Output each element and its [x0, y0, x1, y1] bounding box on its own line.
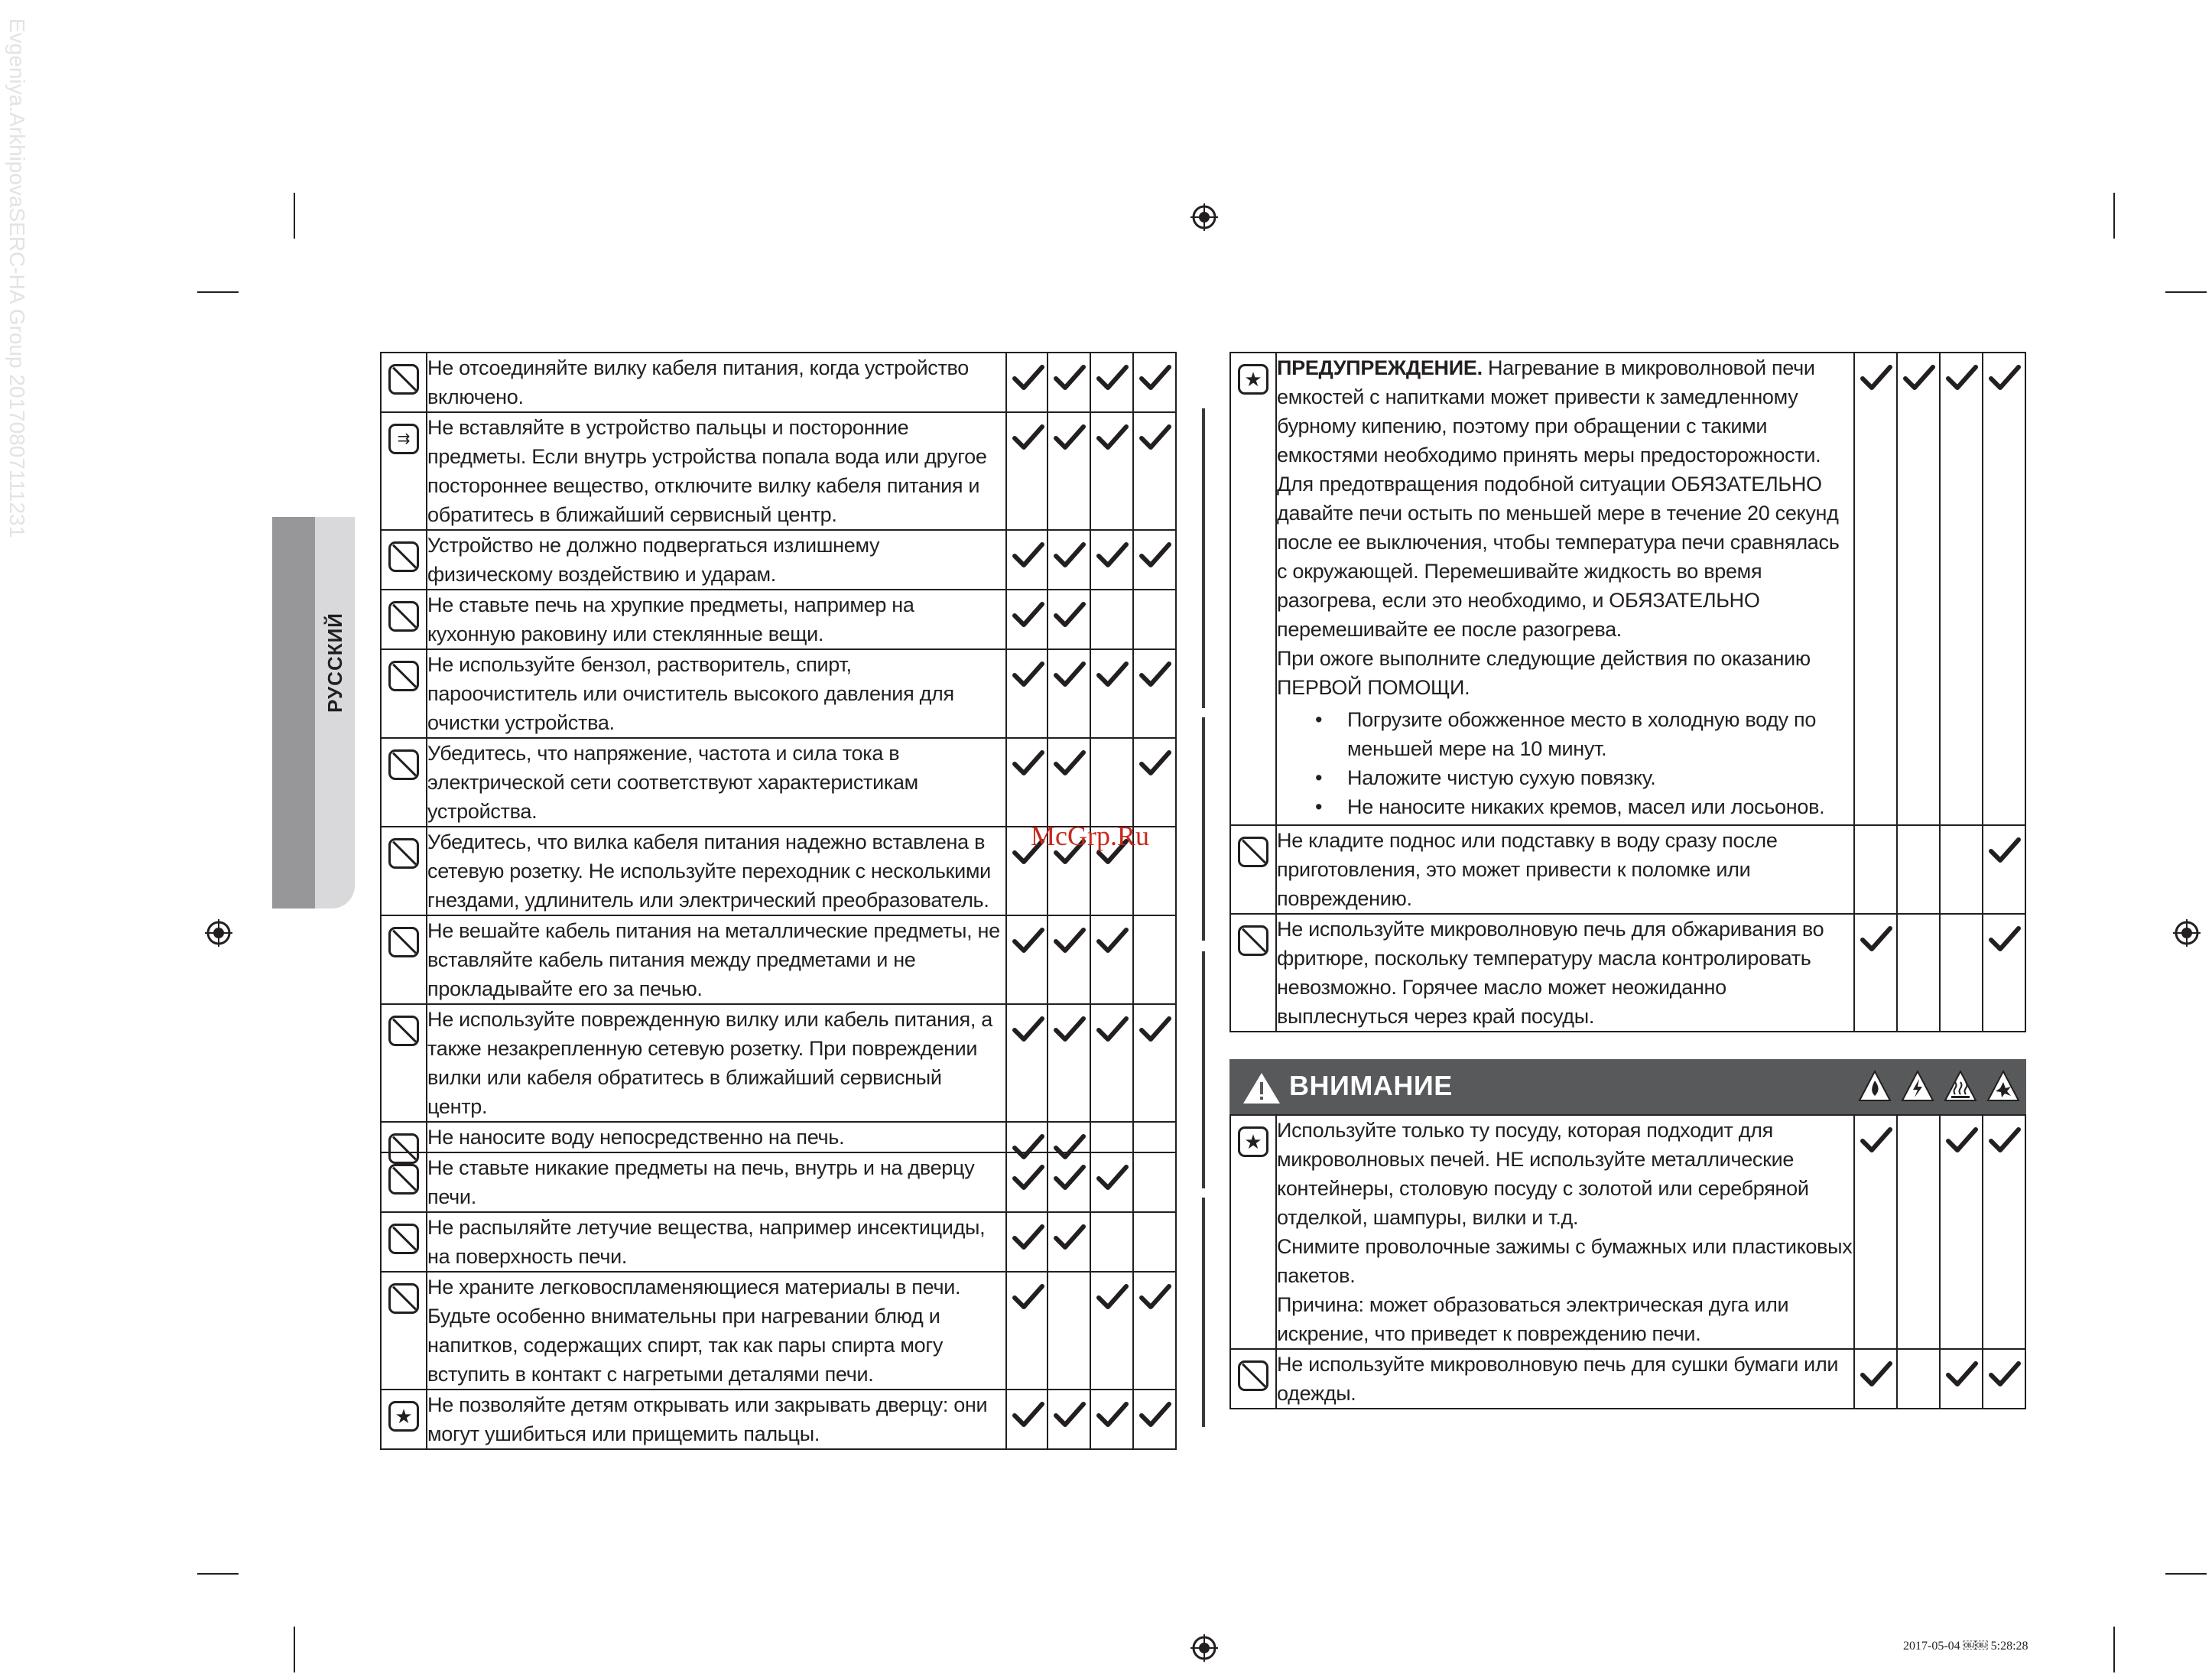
- checkmark-icon: [1989, 925, 2021, 953]
- table-row: [381, 353, 1176, 412]
- prohibited-icon: [388, 1224, 419, 1254]
- checkmark-icon: [1054, 541, 1086, 569]
- checkmark-icon: [1012, 424, 1044, 451]
- check-cell: [1983, 825, 2025, 914]
- table-row: [1230, 1115, 2025, 1349]
- crop-mark: [2165, 1573, 2207, 1575]
- check-cell: [1133, 590, 1176, 649]
- warning-row: [1230, 353, 2025, 825]
- caution-header: [1229, 1059, 2026, 1116]
- check-cell: [1006, 412, 1048, 530]
- first-aid-text: При ожоге выполните следующие действия по оказанию ПЕРВОЙ ПОМОЩИ.: [1277, 647, 1811, 699]
- table-row: [381, 1004, 1176, 1122]
- crop-mark: [197, 291, 239, 293]
- check-cell: [1006, 1272, 1048, 1390]
- check-cell: [1897, 1349, 1940, 1409]
- checkmark-icon: [1946, 364, 1978, 392]
- crop-mark: [2165, 291, 2207, 293]
- check-cell: [1090, 530, 1133, 590]
- star-icon: ★: [1238, 1126, 1268, 1157]
- checkmark-icon: [1054, 661, 1086, 688]
- check-cell: [1133, 1004, 1176, 1122]
- table-row: [381, 1272, 1176, 1390]
- row-text: Убедитесь, что вилка кабеля питания надежно вставлена в сетевую розетку. Не используйте переходник с несколькими гнездами, удлинитель или электрический преобразователь.: [427, 827, 1006, 915]
- fire-hazard-icon: [1858, 1070, 1892, 1104]
- checkmark-icon: [1139, 1401, 1171, 1429]
- check-cell: [1940, 825, 1983, 914]
- checkmark-icon: [1096, 661, 1129, 688]
- checkmark-icon: [1054, 1016, 1086, 1043]
- checkmark-icon: [1012, 601, 1044, 629]
- check-cell: [1006, 1122, 1048, 1152]
- list-item: • Не наносите никаких кремов, масел или лосьонов.: [1315, 792, 1853, 821]
- check-cell: [1854, 914, 1897, 1032]
- table-row: [381, 1152, 1176, 1212]
- prohibited-icon: [388, 1283, 419, 1314]
- table-row: [1230, 914, 2025, 1032]
- checkmark-icon: [1946, 1360, 1978, 1388]
- crop-mark: [2113, 1627, 2115, 1672]
- checkmark-icon: [1139, 541, 1171, 569]
- checkmark-icon: [1012, 541, 1044, 569]
- check-cell: [1854, 1115, 1897, 1349]
- warning-triangle-icon: [1242, 1071, 1281, 1105]
- check-cell: [1940, 914, 1983, 1032]
- row-text: Причина: может образоваться электрическая дуга или искрение, что приведет к повреждению печи.: [1277, 1293, 1789, 1345]
- check-cell: [1090, 915, 1133, 1004]
- registration-mark-icon: [1190, 203, 1218, 231]
- checkmark-icon: [1054, 927, 1086, 954]
- row-text: Не наносите воду непосредственно на печь.: [427, 1122, 1006, 1152]
- prohibited-icon: [388, 364, 419, 395]
- checkmark-icon: [1096, 541, 1129, 569]
- unplug-icon: ⇉: [388, 424, 419, 454]
- checkmark-icon: [1139, 1016, 1171, 1043]
- checkmark-icon: [1054, 364, 1086, 392]
- check-cell: [1983, 353, 2025, 825]
- checkmark-icon: [1096, 1016, 1129, 1043]
- checkmark-icon: [1860, 925, 1892, 953]
- table-row: [381, 1212, 1176, 1272]
- prohibited-icon: [1238, 837, 1268, 867]
- check-cell: [1897, 1115, 1940, 1349]
- checkmark-icon: [1054, 424, 1086, 451]
- check-cell: [1048, 412, 1090, 530]
- star-icon: ★: [388, 1401, 419, 1432]
- checkmark-icon: [1989, 1126, 2021, 1154]
- row-text: Используйте только ту посуду, которая подходит для микроволновых печей. НЕ используйте металлические контейнеры, столовую посуду с золотой или серебряной отделкой, шампуры, вилки и т.д.: [1277, 1119, 1809, 1229]
- check-cell: [1983, 1115, 2025, 1349]
- check-cell: [1048, 1004, 1090, 1122]
- table-row: [381, 530, 1176, 590]
- check-cell: [1090, 1212, 1133, 1272]
- right-warning-table: [1229, 352, 2026, 1032]
- check-cell: [1983, 914, 2025, 1032]
- star-icon: ★: [1238, 364, 1268, 395]
- checkmark-icon: [1096, 1401, 1129, 1429]
- prohibited-icon: [388, 838, 419, 869]
- checkmark-icon: [1012, 1224, 1044, 1251]
- check-cell: [1133, 1122, 1176, 1152]
- prohibited-icon: [388, 601, 419, 632]
- check-cell: [1048, 1152, 1090, 1212]
- list-item: • Наложите чистую сухую повязку.: [1315, 763, 1853, 792]
- check-cell: [1090, 1272, 1133, 1390]
- check-cell: [1090, 1152, 1133, 1212]
- row-text: Снимите проволочные зажимы с бумажных или пластиковых пакетов.: [1277, 1235, 1853, 1287]
- row-text: Не вешайте кабель питания на металлические предметы, не вставляйте кабель питания между предметами и не прокладывайте его за печью.: [427, 915, 1006, 1004]
- crop-mark: [294, 193, 295, 239]
- first-aid-list: [1315, 705, 1853, 821]
- check-cell: [1090, 738, 1133, 827]
- checkmark-icon: [1054, 1164, 1086, 1191]
- prohibited-icon: [1238, 925, 1268, 956]
- electric-shock-icon: [1901, 1070, 1934, 1104]
- crop-mark: [294, 1627, 295, 1672]
- check-cell: [1090, 1390, 1133, 1449]
- checkmark-icon: [1096, 927, 1129, 954]
- check-cell: [1006, 590, 1048, 649]
- check-cell: [1133, 1272, 1176, 1390]
- right-caution-table: [1229, 1114, 2026, 1409]
- check-cell: [1006, 915, 1048, 1004]
- prohibited-icon: [1238, 1360, 1268, 1391]
- crop-mark: [2113, 193, 2115, 239]
- check-cell: [1048, 530, 1090, 590]
- table-row: [1230, 1349, 2025, 1409]
- row-text: Не используйте микроволновую печь для обжаривания во фритюре, поскольку температуру масла контролировать невозможно. Горячее масло может неожиданно выплеснуться через край посуды.: [1276, 914, 1854, 1032]
- check-cell: [1048, 915, 1090, 1004]
- registration-mark-icon: [205, 919, 232, 947]
- checkmark-icon: [1054, 749, 1086, 777]
- checkmark-icon: [1012, 927, 1044, 954]
- checkmark-icon: [1860, 1126, 1892, 1154]
- check-cell: [1006, 530, 1048, 590]
- crop-mark: [197, 1573, 239, 1575]
- prohibited-icon: [388, 661, 419, 691]
- checkmark-icon: [1139, 661, 1171, 688]
- check-cell: [1133, 1390, 1176, 1449]
- gutter-line: [1202, 951, 1205, 1188]
- watermark-text: Evgeniya.ArkhipovaSERC-HA Group 20170807111231: [5, 18, 29, 538]
- checkmark-icon: [1096, 1164, 1129, 1191]
- check-cell: [1133, 738, 1176, 827]
- table-row: [381, 412, 1176, 530]
- check-cell: [1133, 1152, 1176, 1212]
- checkmark-icon: [1139, 364, 1171, 392]
- prohibited-icon: [388, 749, 419, 780]
- hot-surface-icon: [1944, 1070, 1977, 1104]
- check-cell: [1048, 1272, 1090, 1390]
- checkmark-icon: [1012, 1401, 1044, 1429]
- table-row: [381, 590, 1176, 649]
- table-row: [381, 1122, 1176, 1152]
- row-text: Не ставьте печь на хрупкие предметы, например на кухонную раковину или стеклянные вещи.: [427, 590, 1006, 649]
- caution-title: ВНИМАНИЕ: [1289, 1070, 1453, 1101]
- checkmark-icon: [1139, 424, 1171, 451]
- checkmark-icon: [1860, 364, 1892, 392]
- checkmark-icon: [1946, 1126, 1978, 1154]
- explosion-icon: [1986, 1070, 2020, 1104]
- checkmark-icon: [1139, 749, 1171, 777]
- row-text: Не используйте микроволновую печь для сушки бумаги или одежды.: [1277, 1353, 1839, 1405]
- row-text: Не используйте поврежденную вилку или кабель питания, а также незакрепленную сетевую розетку. При повреждении вилки или кабеля обратитесь в ближайший сервисный центр.: [427, 1004, 1006, 1122]
- list-item: • Погрузите обожженное место в холодную воду по меньшей мере на 10 минут.: [1315, 705, 1853, 763]
- checkmark-icon: [1054, 1401, 1086, 1429]
- check-cell: [1048, 1212, 1090, 1272]
- table-row: [381, 915, 1176, 1004]
- language-tab-accent: [272, 517, 315, 909]
- prohibited-icon: [388, 1164, 419, 1195]
- check-cell: [1006, 738, 1048, 827]
- checkmark-icon: [1012, 1164, 1044, 1191]
- check-cell: [1048, 353, 1090, 412]
- check-cell: [1090, 1004, 1133, 1122]
- row-text: Устройство не должно подвергаться излишнему физическому воздействию и ударам.: [427, 530, 1006, 590]
- row-text: Не позволяйте детям открывать или закрывать дверцу: они могут ушибиться или прищемить пальцы.: [427, 1390, 1006, 1449]
- checkmark-icon: [1096, 424, 1129, 451]
- checkmark-icon: [1096, 364, 1129, 392]
- check-cell: [1897, 353, 1940, 825]
- site-label: McGrp.Ru: [1031, 821, 1149, 851]
- table-row: [381, 738, 1176, 827]
- check-cell: [1006, 353, 1048, 412]
- check-cell: [1006, 1004, 1048, 1122]
- checkmark-icon: [1139, 1283, 1171, 1311]
- check-cell: [1006, 1152, 1048, 1212]
- checkmark-icon: [1989, 1360, 2021, 1388]
- checkmark-icon: [1054, 601, 1086, 629]
- gutter-line: [1202, 408, 1205, 708]
- prohibited-icon: [388, 1016, 419, 1046]
- table-row: [381, 1390, 1176, 1449]
- check-cell: [1048, 1122, 1090, 1152]
- check-cell: [1133, 915, 1176, 1004]
- check-cell: [1048, 649, 1090, 738]
- checkmark-icon: [1903, 364, 1935, 392]
- checkmark-icon: [1096, 1283, 1129, 1311]
- row-text: Убедитесь, что напряжение, частота и сила тока в электрической сети соответствуют характеристикам устройства.: [427, 738, 1006, 827]
- checkmark-icon: [1012, 364, 1044, 392]
- check-cell: [1006, 649, 1048, 738]
- row-text: Не используйте бензол, растворитель, спирт, пароочиститель или очиститель высокого давления для очистки устройства.: [427, 649, 1006, 738]
- checkmark-icon: [1989, 837, 2021, 864]
- check-cell: [1090, 412, 1133, 530]
- check-cell: [1133, 412, 1176, 530]
- row-text: Не храните легковоспламеняющиеся материалы в печи. Будьте особенно внимательны при нагревании блюд и напитков, содержащих спирт, так как пары спирта могу вступить в контакт с нагретыми деталями печи.: [427, 1272, 1006, 1390]
- registration-mark-icon: [1190, 1634, 1218, 1662]
- checkmark-icon: [1054, 1224, 1086, 1251]
- checkmark-icon: [1860, 1360, 1892, 1388]
- row-text: Не кладите поднос или подставку в воду сразу после приготовления, это может привести к поломке или повреждению.: [1276, 825, 1854, 914]
- gutter-line: [1202, 1198, 1205, 1427]
- check-cell: [1006, 1212, 1048, 1272]
- check-cell: [1090, 1122, 1133, 1152]
- table-row: [1230, 825, 2025, 914]
- checkmark-icon: [1012, 661, 1044, 688]
- warning-text: Нагревание в микроволновой печи емкостей с напитками может привести к замедленному бурному кипению, поэтому при обращении с такими емкостями необходимо принять меры предосторожности. Для предотвращения подобной ситуации ОБЯЗАТЕЛЬНО давайте печи остыть по меньшей мере в течение 20 секунд после ее выключения, чтобы температура печи сравнялась с окружающей. Перемешивайте жидкость во время разогрева, если это необходимо, и ОБЯЗАТЕЛЬНО перемешивайте ее после разогрева.: [1277, 356, 1840, 641]
- check-cell: [1133, 1212, 1176, 1272]
- print-timestamp: 2017-05-04 ￼￼ 5:28:28: [1903, 1640, 2028, 1653]
- warning-label: ПРЕДУПРЕЖДЕНИЕ.: [1277, 356, 1483, 379]
- check-cell: [1940, 1115, 1983, 1349]
- check-cell: [1897, 914, 1940, 1032]
- gutter-line: [1202, 717, 1205, 941]
- row-text: Не отсоединяйте вилку кабеля питания, когда устройство включено.: [427, 353, 1006, 412]
- check-cell: [1897, 825, 1940, 914]
- check-cell: [1854, 353, 1897, 825]
- check-cell: [1133, 530, 1176, 590]
- check-cell: [1940, 353, 1983, 825]
- check-cell: [1048, 738, 1090, 827]
- check-cell: [1090, 649, 1133, 738]
- check-cell: [1854, 1349, 1897, 1409]
- check-cell: [1133, 649, 1176, 738]
- left-safety-table: [380, 352, 1177, 1450]
- check-cell: [1090, 590, 1133, 649]
- check-cell: [1854, 825, 1897, 914]
- table-row: [381, 649, 1176, 738]
- check-cell: [1133, 353, 1176, 412]
- check-cell: [1048, 590, 1090, 649]
- check-cell: [1940, 1349, 1983, 1409]
- checkmark-icon: [1012, 749, 1044, 777]
- language-tab: РУССКИЙ: [272, 517, 355, 909]
- registration-mark-icon: [2173, 919, 2201, 947]
- checkmark-icon: [1012, 1283, 1044, 1311]
- prohibited-icon: [388, 927, 419, 957]
- check-cell: [1006, 1390, 1048, 1449]
- row-text: Не ставьте никакие предметы на печь, внутрь и на дверцу печи.: [427, 1152, 1006, 1212]
- check-cell: [1090, 353, 1133, 412]
- prohibited-icon: [388, 541, 419, 572]
- row-text: Не распыляйте летучие вещества, например инсектициды, на поверхность печи.: [427, 1212, 1006, 1272]
- check-cell: [1048, 1390, 1090, 1449]
- check-cell: [1983, 1349, 2025, 1409]
- row-text: Не вставляйте в устройство пальцы и посторонние предметы. Если внутрь устройства попала вода или другое постороннее вещество, отключите вилку кабеля питания и обратитесь в ближайший сервисный центр.: [427, 412, 1006, 530]
- checkmark-icon: [1012, 1016, 1044, 1043]
- checkmark-icon: [1989, 364, 2021, 392]
